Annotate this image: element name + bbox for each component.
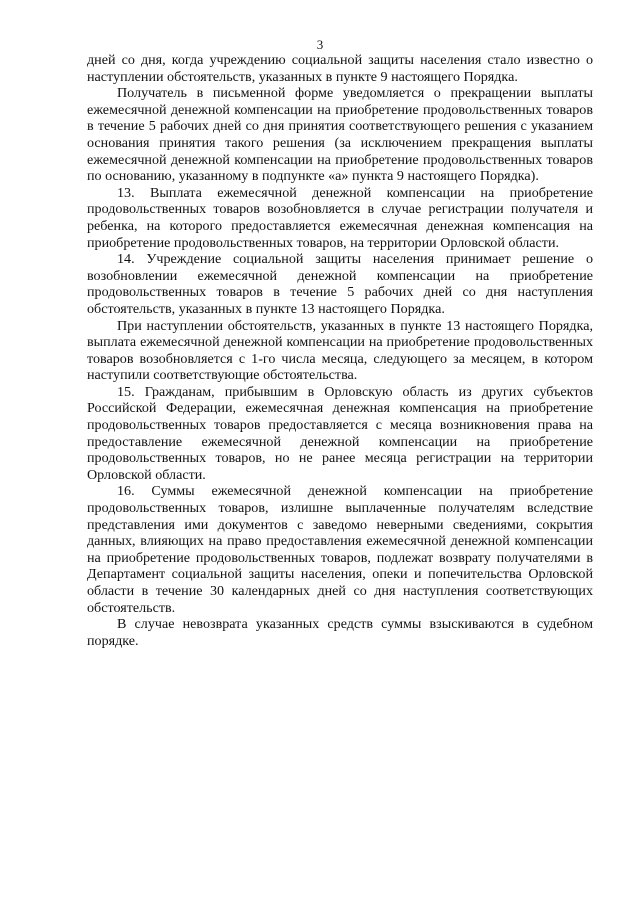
paragraph-clause-13: 13. Выплата ежемесячной денежной компенсации на приобретение продовольственных товаров возобновляется в случае регистрации получателя и ребенка, на которого предоставляется ежемесячная денежная компенсация на приобретение продовольственных товаров, на территории Орловской области. (87, 184, 593, 251)
paragraph-resumption: При наступлении обстоятельств, указанных в пункте 13 настоящего Порядка, выплата ежемесячной денежной компенсации на приобретение продовольственных товаров возобновляется с 1-го числа месяца, следующего за месяцем, в котором наступили соответствующие обстоятельства. (87, 317, 593, 384)
paragraph-continuation: дней со дня, когда учреждению социальной защиты населения стало известно о наступлении обстоятельств, указанных в пункте 9 настоящего Порядка. (87, 52, 593, 85)
paragraph-court-recovery: В случае невозврата указанных средств суммы взыскиваются в судебном порядке. (87, 616, 593, 649)
paragraph-termination-notice: Получатель в письменной форме уведомляется о прекращении выплаты ежемесячной денежной компенсации на приобретение продовольственных товаров в течение 5 рабочих дней со дня принятия соответствующего решения с указанием основания принятия такого решения (за исключением прекращения выплаты ежемесячной денежной компенсации на приобретение продовольственных товаров по основанию, указанному в подпункте «а» пункта 9 настоящего Порядка). (87, 85, 593, 185)
document-body (87, 52, 593, 649)
page-number: 3 (316, 37, 324, 52)
paragraph-clause-16: 16. Суммы ежемесячной денежной компенсации на приобретение продовольственных товаров, излишне выплаченные получателям вследствие представления ими документов с заведомо неверными сведениями, сокрытия данных, влияющих на право предоставления ежемесячной денежной компенсации на приобретение продовольственных товаров, подлежат возврату получателями в Департамент социальной защиты населения, опеки и попечительства Орловской области в течение 30 календарных дней со дня наступления соответствующих обстоятельств. (87, 483, 593, 616)
paragraph-clause-15: 15. Гражданам, прибывшим в Орловскую область из других субъектов Российской Федерации, ежемесячная денежная компенсация на приобретение продовольственных товаров предоставляется с месяца возникновения права на предоставление ежемесячной денежной компенсации на приобретение продовольственных товаров, но не ранее месяца регистрации на территории Орловской области. (87, 383, 593, 483)
paragraph-clause-14: 14. Учреждение социальной защиты населения принимает решение о возобновлении ежемесячной денежной компенсации на приобретение продовольственных товаров в течение 5 рабочих дней со дня наступления обстоятельств, указанных в пункте 13 настоящего Порядка. (87, 251, 593, 317)
